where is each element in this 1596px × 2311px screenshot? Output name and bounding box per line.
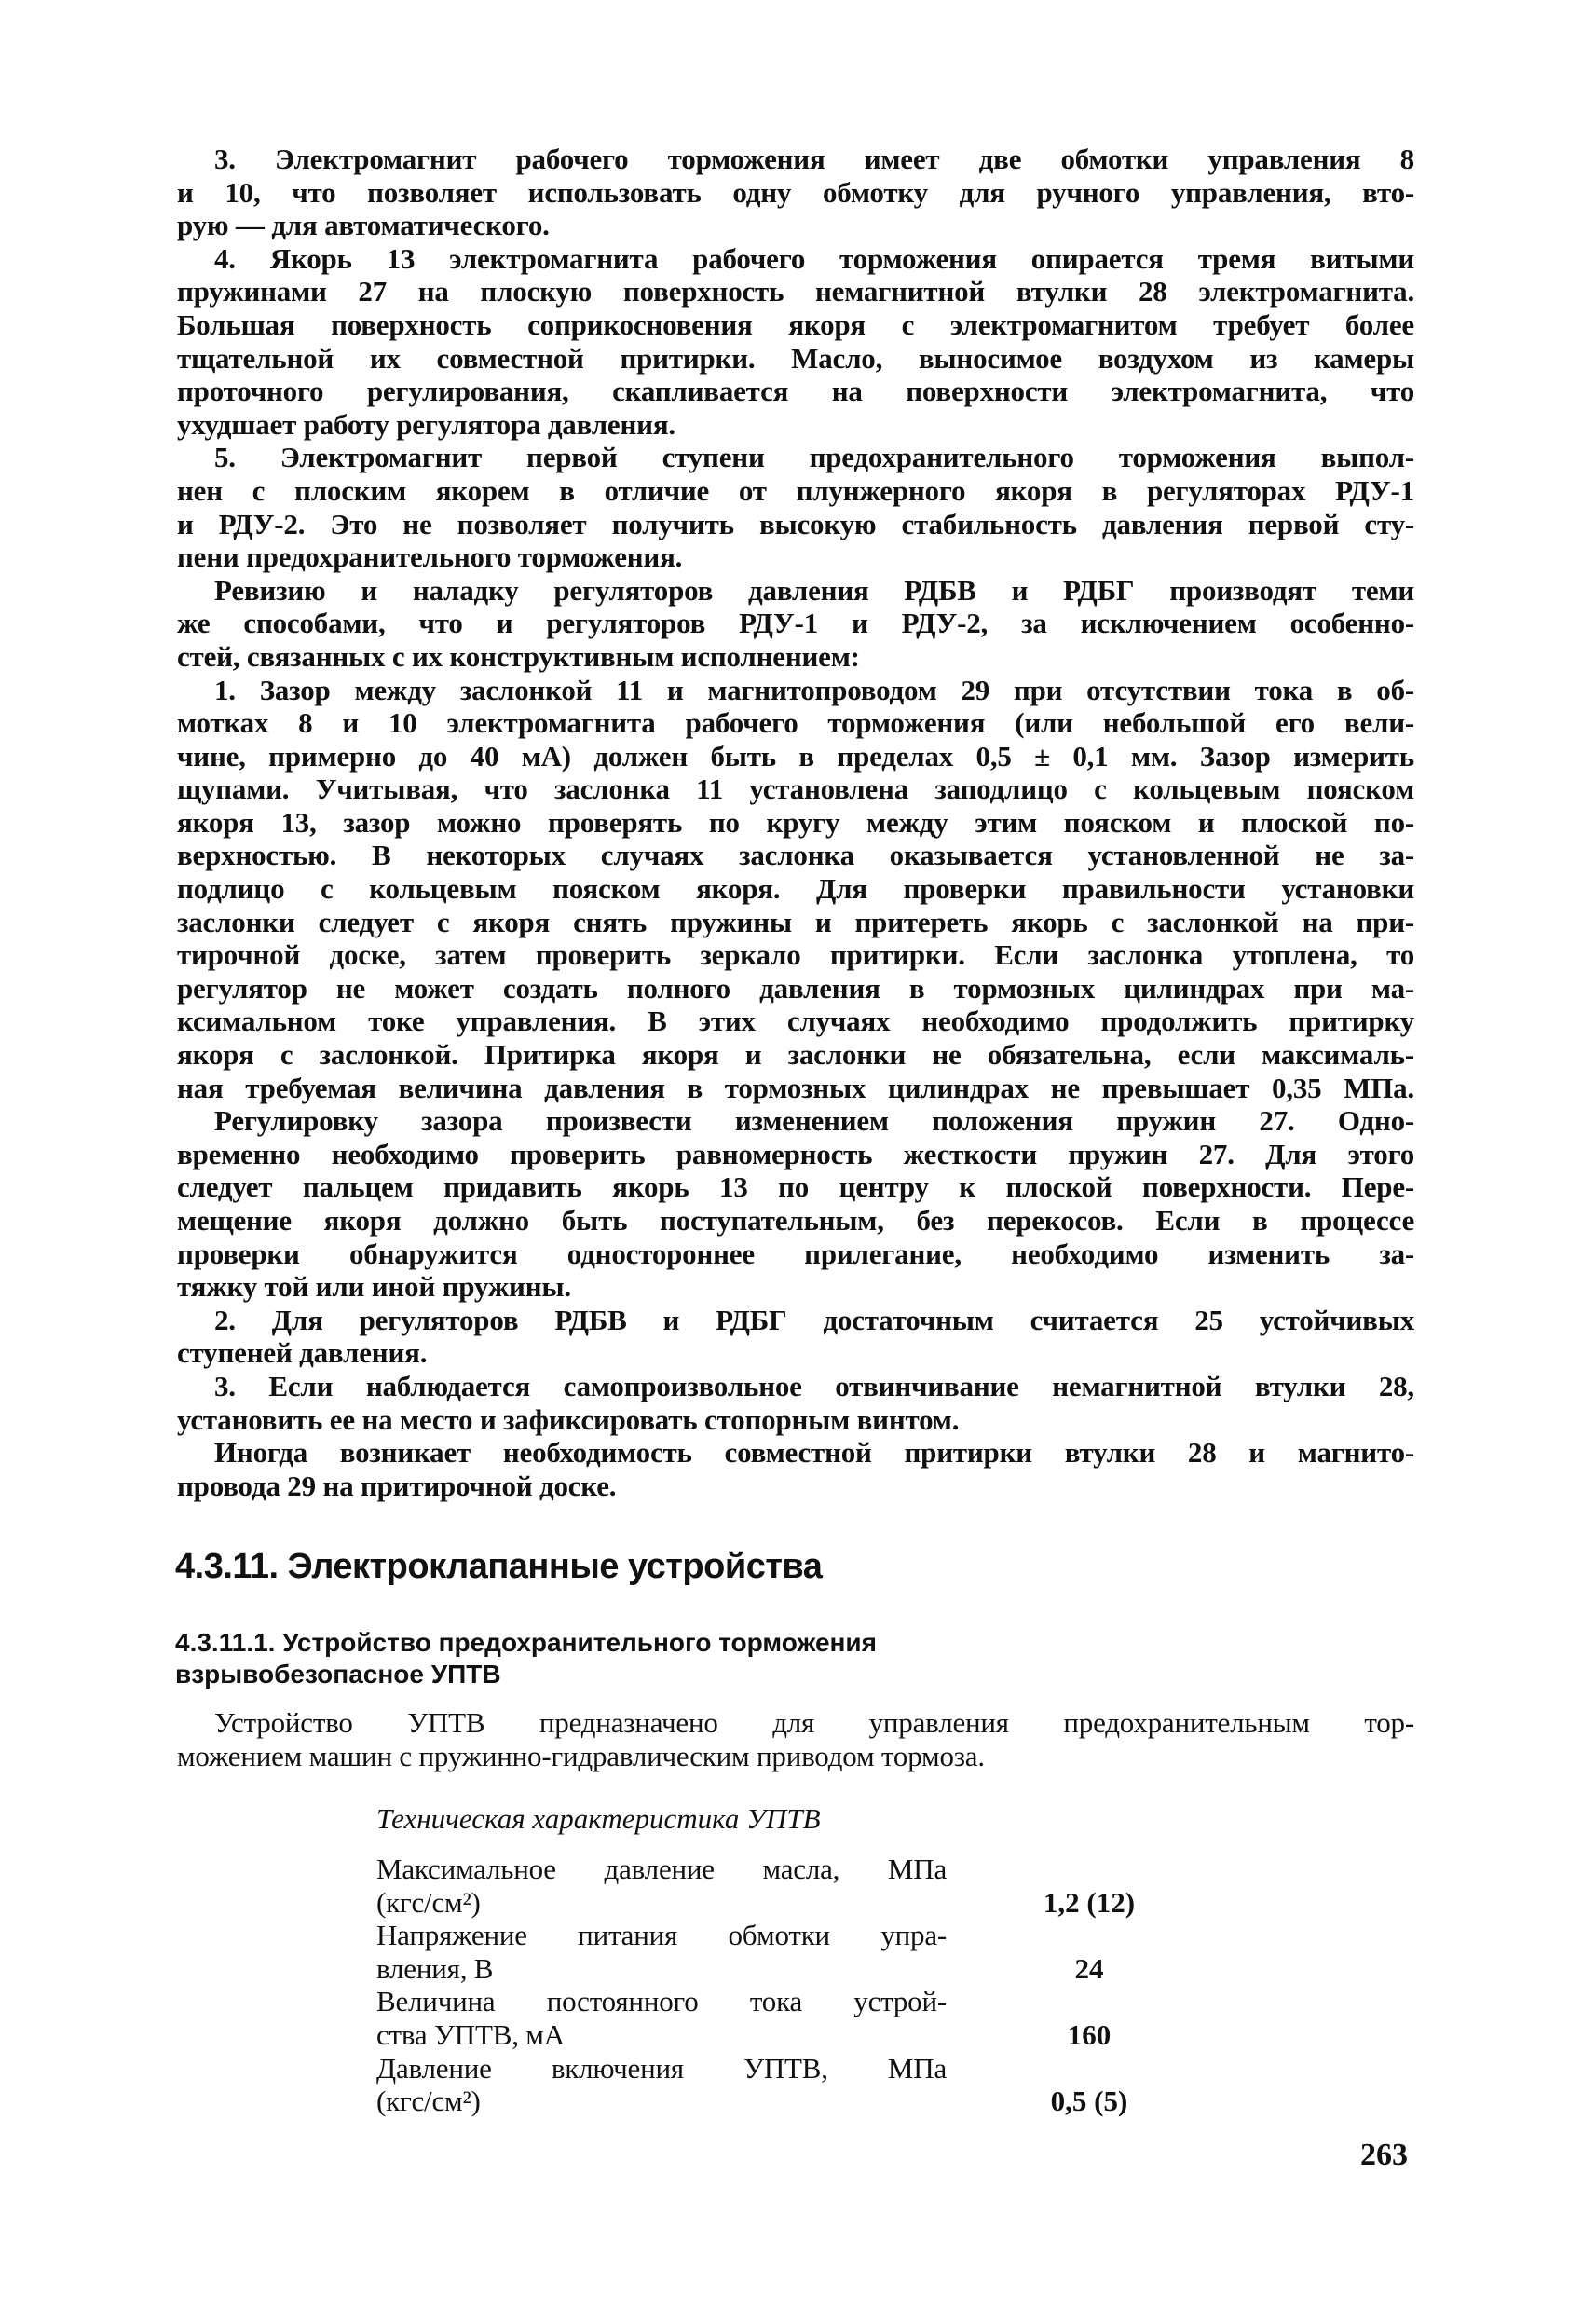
spec-label — [376, 2052, 947, 2118]
spec-value: 0,5 (5) — [1050, 2085, 1128, 2118]
intro-paragraph — [177, 1706, 1414, 1772]
paragraph-line: ступеней давления. — [177, 1336, 428, 1370]
paragraph-line: проточного регулирования, скапливается на поверхности электромагнита, что — [177, 375, 1414, 408]
spec-label-line: вления, В — [376, 1951, 494, 1985]
paragraph-line: верхностью. В некоторых случаях заслонка оказывается установленной не за- — [177, 839, 1414, 872]
spec-label-line: Давление включения УПТВ, МПа — [376, 2051, 947, 2085]
paragraph-line: тщательной их совместной притирки. Масло, выносимое воздухом из камеры — [177, 341, 1414, 375]
paragraph-line: заслонки следует с якоря снять пружины и притереть якорь с заслонкой на при- — [177, 905, 1414, 938]
paragraph-line: Большая поверхность соприкосновения якоря с электромагнитом требует более — [177, 308, 1414, 341]
spec-label — [376, 1853, 947, 1919]
spec-row — [376, 1985, 1196, 2051]
paragraph-line: стей, связанных с их конструктивным исполнением: — [177, 639, 860, 673]
paragraph-line: и РДУ-2. Это не позволяет получить высокую стабильность давления первой сту- — [177, 507, 1414, 540]
paragraph-line: щупами. Учитывая, что заслонка 11 установлена заподлицо с кольцевым пояском — [177, 773, 1414, 806]
paragraph-line: якоря 13, зазор можно проверять по кругу между этим пояском и плоской по- — [177, 805, 1414, 839]
spec-row — [376, 2052, 1196, 2118]
subsection-heading — [175, 1627, 877, 1690]
paragraph-line: 2. Для регуляторов РДБВ и РДБГ достаточным считается 25 устойчивых — [214, 1303, 1414, 1336]
spec-label-line: ства УПТВ, мА — [376, 2017, 565, 2051]
paragraph-line: проверки обнаружится одностороннее прилегание, необходимо изменить за- — [177, 1237, 1414, 1270]
paragraph-line: пени предохранительного торможения. — [177, 540, 683, 574]
spec-label-line: (кгс/см²) — [376, 2085, 481, 2118]
paragraph-line: ксимальном токе управления. В этих случаях необходимо продолжить притирку — [177, 1005, 1414, 1038]
paragraph-line: установить ее на место и зафиксировать стопорным винтом. — [177, 1402, 960, 1436]
spec-label-line: Напряжение питания обмотки упра- — [376, 1919, 947, 1952]
paragraph-line: мещение якоря должно быть поступательным, без перекосов. Если в процессе — [177, 1204, 1414, 1237]
paragraph-line: якоря с заслонкой. Притирка якоря и заслонки не обязательна, если максималь- — [177, 1038, 1414, 1072]
spec-value: 24 — [1074, 1951, 1104, 1985]
paragraph-line: чине, примерно до 40 мА) должен быть в пределах 0,5 ± 0,1 мм. Зазор измерить — [177, 739, 1414, 773]
spec-label-line: (кгс/см²) — [376, 1885, 481, 1919]
paragraph-line: регулятор не может создать полного давления в тормозных цилиндрах при ма- — [177, 971, 1414, 1005]
spec-row — [376, 1919, 1196, 1985]
subsection-heading-line: 4.3.11.1. Устройство предохранительного торможения — [175, 1628, 877, 1657]
paragraph-line: следует пальцем придавить якорь 13 по центру к плоской поверхности. Пере- — [177, 1170, 1414, 1204]
spec-value: 1,2 (12) — [1043, 1885, 1136, 1919]
paragraph-line: Регулировку зазора произвести изменением положения пружин 27. Одно- — [214, 1104, 1414, 1138]
body-text — [177, 143, 1414, 1502]
paragraph-line: и 10, что позволяет использовать одну обмотку для ручного управления, вто- — [177, 175, 1414, 209]
spec-value: 160 — [1067, 2017, 1112, 2051]
spec-row — [376, 1853, 1196, 1919]
subsection-heading-line: взрывобезопасное УПТВ — [175, 1660, 501, 1689]
spec-label — [376, 1919, 947, 1985]
paragraph-line: пружинами 27 на плоскую поверхность немагнитной втулки 28 электромагнита. — [177, 275, 1414, 308]
paragraph-line: же способами, что и регуляторов РДУ-1 и РДУ-2, за исключением особенно- — [177, 607, 1414, 640]
paragraph-line: 5. Электромагнит первой ступени предохранительного торможения выпол- — [214, 441, 1414, 474]
paragraph-line: провода 29 на притирочной доске. — [177, 1469, 617, 1502]
page-number: 263 — [1360, 2138, 1408, 2172]
section-heading: 4.3.11. Электроклапанные устройства — [175, 1547, 823, 1586]
paragraph-line: можением машин с пружинно-гидравлическим приводом тормоза. — [177, 1739, 985, 1772]
paragraph-line: 3. Электромагнит рабочего торможения имеет две обмотки управления 8 — [214, 143, 1414, 175]
paragraph-line: 3. Если наблюдается самопроизвольное отвинчивание немагнитной втулки 28, — [214, 1369, 1414, 1402]
paragraph-line: рую — для автоматического. — [177, 209, 550, 242]
paragraph-line: Иногда возникает необходимость совместной притирки втулки 28 и магнито- — [214, 1436, 1414, 1470]
paragraph-line: Ревизию и наладку регуляторов давления РДБВ и РДБГ производят теми — [214, 573, 1414, 607]
paragraph-line: нен с плоским якорем в отличие от плунжерного якоря в регуляторах РДУ-1 — [177, 473, 1414, 507]
paragraph-line: ная требуемая величина давления в тормозных цилиндрах не превышает 0,35 МПа. — [177, 1071, 1414, 1104]
spec-label-line: Величина постоянного тока устрой- — [376, 1985, 947, 2018]
paragraph-line: Устройство УПТВ предназначено для управления предохранительным тор- — [214, 1706, 1414, 1739]
spec-table — [376, 1853, 1196, 2118]
paragraph-line: временно необходимо проверить равномерность жесткости пружин 27. Для этого — [177, 1137, 1414, 1170]
paragraph-line: ухудшает работу регулятора давления. — [177, 407, 675, 441]
paragraph-line: 4. Якорь 13 электромагнита рабочего торможения опирается тремя витыми — [214, 241, 1414, 275]
paragraph-line: тирочной доске, затем проверить зеркало притирки. Если заслонка утоплена, то — [177, 938, 1414, 972]
paragraph-line: тяжку той или иной пружины. — [177, 1270, 571, 1304]
paragraph-line: мотках 8 и 10 электромагнита рабочего торможения (или небольшой его вели- — [177, 706, 1414, 740]
paragraph-line: 1. Зазор между заслонкой 11 и магнитопроводом 29 при отсутствии тока в об- — [214, 673, 1414, 706]
paragraph-line: подлицо с кольцевым пояском якоря. Для проверки правильности установки — [177, 872, 1414, 906]
spec-label — [376, 1985, 947, 2051]
spec-label-line: Максимальное давление масла, МПа — [376, 1853, 947, 1885]
spec-caption: Техническая характеристика УПТВ — [376, 1802, 821, 1835]
